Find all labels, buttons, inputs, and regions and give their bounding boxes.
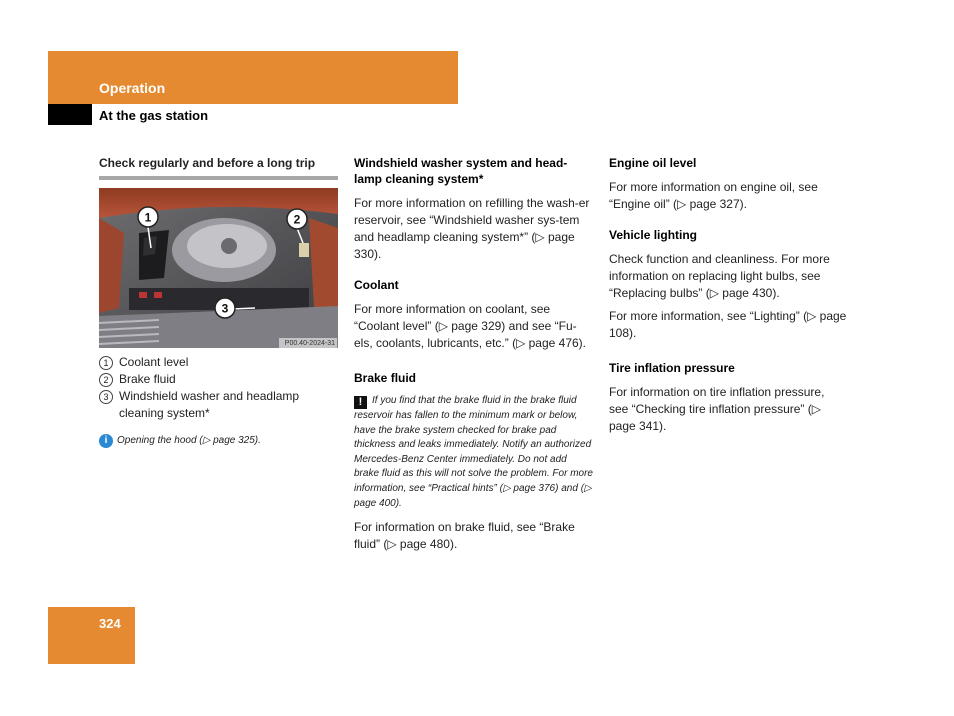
callout-2-label: 2 (293, 212, 301, 227)
callout-3-label: 3 (221, 301, 229, 316)
legend-item (99, 388, 338, 422)
section-title: Operation (99, 80, 166, 96)
brake-heading: Brake fluid (354, 371, 417, 385)
coolant-text: For more information on coolant, see “Coolant level” (▷ page 329) and see “Fu-els, coolants, lubricants, etc.” (▷ page 476). (354, 302, 587, 350)
info-note (99, 434, 338, 448)
lighting-heading: Vehicle lighting (609, 228, 698, 242)
callout-3 (215, 298, 235, 318)
oil-heading: Engine oil level (609, 156, 697, 170)
info-icon: i (99, 434, 113, 448)
legend-text: Brake fluid (119, 372, 176, 386)
lighting-text-1: Check function and cleanliness. For more information on replacing light bulbs, see “Replacing bulbs” (▷ page 430). (609, 252, 830, 300)
legend-text: Windshield washer and headlamp cleaning system* (119, 389, 300, 420)
tire-text: For information on tire inflation pressure, see “Checking tire inflation pressure” (▷ page 341). (609, 385, 825, 433)
checklist-heading: Check regularly and before a long trip (99, 155, 338, 180)
tire-heading: Tire inflation pressure (609, 361, 735, 375)
washer-text: For more information on refilling the wash-er reservoir, see “Windshield washer sys-tem and headlamp cleaning system*” (▷ page 330). (354, 196, 590, 261)
washer-heading: Windshield washer system and head-lamp cleaning system* (354, 156, 568, 186)
lighting-text-2: For more information, see “Lighting” (▷ page 108). (609, 309, 847, 340)
brake-text: For information on brake fluid, see “Brake fluid” (▷ page 480). (354, 520, 575, 552)
legend-item (99, 371, 338, 388)
column-1 (99, 155, 338, 448)
legend-number: 2 (99, 373, 113, 387)
warning-icon: ! (354, 396, 367, 409)
engine-bay-photo (99, 188, 338, 348)
subsection-marker (48, 104, 92, 125)
legend-list (99, 354, 338, 422)
callout-1 (138, 207, 158, 227)
callout-2 (287, 209, 307, 229)
photo-code: P00.40-2024-31 (284, 340, 335, 347)
subsection-title: At the gas station (99, 108, 209, 123)
header-band (48, 51, 458, 104)
page-number-band (48, 607, 135, 664)
column-2 (354, 155, 594, 553)
legend-number: 1 (99, 356, 113, 370)
engine-bay-illustration (99, 188, 338, 348)
warning-text: If you find that the brake fluid in the brake fluid reservoir has fallen to the minimum mark or below, have the brake system checked for brake pad thickness and leaks immediately. Notify an authorized Mercedes-Benz Center immediately. Do not add brake fluid as this will not solve the problem. For more information, see “Practical hints” (▷ page 376) and (▷ page 400). (354, 395, 593, 509)
legend-item (99, 354, 338, 371)
column-3 (609, 155, 847, 435)
info-text: Opening the hood (▷ page 325). (117, 435, 261, 446)
brake-warning (354, 394, 594, 511)
page-number: 324 (99, 616, 121, 631)
coolant-heading: Coolant (354, 278, 399, 292)
legend-text: Coolant level (119, 355, 189, 369)
legend-number: 3 (99, 390, 113, 404)
oil-text: For more information on engine oil, see “Engine oil” (▷ page 327). (609, 180, 818, 211)
callout-1-label: 1 (144, 210, 152, 225)
